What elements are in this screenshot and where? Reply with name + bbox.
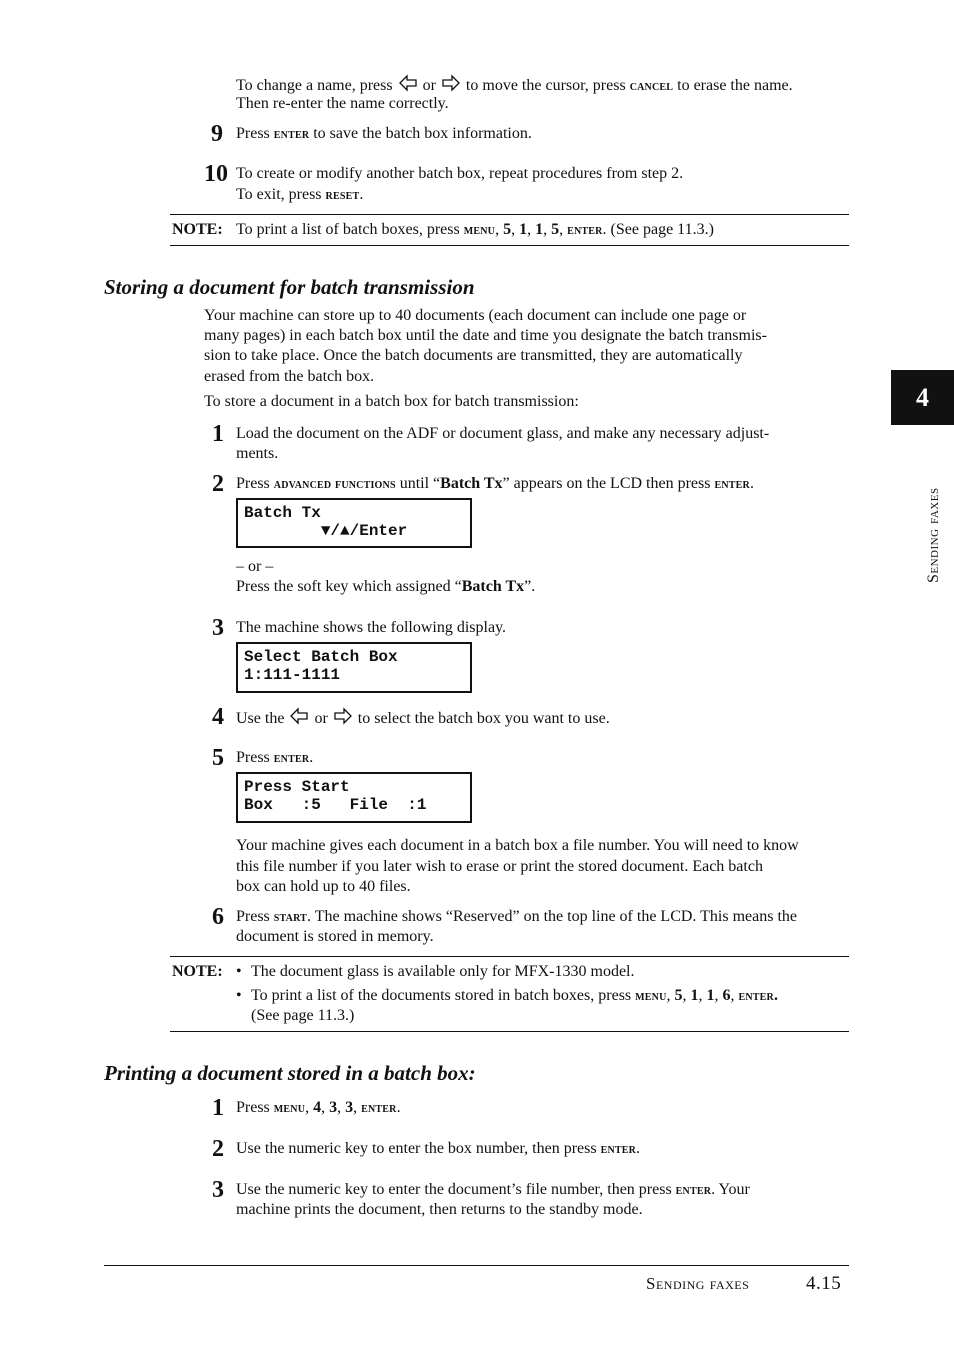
note-text: To print a list of batch boxes, press menu, 5, 1, 1, 5, enter. (See page 11.3.) — [236, 221, 714, 238]
chapter-tab: 4 — [891, 370, 954, 425]
step-number: 5 — [212, 745, 224, 771]
step-number: 3 — [212, 1177, 224, 1203]
step-number: 9 — [211, 121, 223, 147]
step-text: ments. — [236, 445, 279, 462]
footer-rule — [104, 1265, 849, 1266]
step-text: Use the or to select the batch box you want to use. — [236, 707, 610, 729]
step-text: Press advanced functions until “Batch Tx” appears on the LCD then press enter. — [236, 475, 754, 492]
paragraph-line: erased from the batch box. — [204, 368, 375, 385]
step-text: Load the document on the ADF or document glass, and make any necessary adjust- — [236, 425, 770, 442]
step-text: Use the numeric key to enter the box number, then press enter. — [236, 1140, 641, 1157]
step-number: 4 — [212, 704, 224, 730]
step-text: The machine shows the following display. — [236, 619, 507, 636]
note-text: The document glass is available only for MFX-1330 model. — [251, 963, 635, 980]
note-text: To print a list of the documents stored in batch boxes, press menu, 5, 1, 1, 6, enter. — [251, 987, 778, 1004]
lcd-line: Batch Tx — [244, 504, 321, 522]
step-text: machine prints the document, then returns to the standby mode. — [236, 1201, 643, 1218]
step-text: Press menu, 4, 3, 3, enter. — [236, 1099, 401, 1116]
divider — [170, 214, 849, 215]
note-label: NOTE: — [172, 963, 223, 980]
paragraph-line: many pages) in each batch box until the date and time you designate the batch transmis- — [204, 327, 767, 344]
step-text: Press enter to save the batch box information. — [236, 125, 532, 142]
left-arrow-key-icon — [398, 74, 418, 92]
paragraph-line: sion to take place. Once the batch documents are transmitted, they are automatically — [204, 347, 743, 364]
paragraph-line: To store a document in a batch box for batch transmission: — [204, 393, 579, 410]
lcd-line: Press Start — [244, 778, 350, 796]
step-text: document is stored in memory. — [236, 928, 434, 945]
step-number: 6 — [212, 904, 224, 930]
step-number: 2 — [212, 471, 224, 497]
page-number: 4.15 — [806, 1273, 842, 1294]
divider — [170, 245, 849, 246]
lcd-line: Select Batch Box — [244, 648, 398, 666]
section-heading: Storing a document for batch transmission — [104, 275, 475, 299]
step-number: 3 — [212, 615, 224, 641]
step-text: To create or modify another batch box, repeat procedures from step 2. — [236, 165, 684, 182]
section-heading: Printing a document stored in a batch box: — [104, 1061, 476, 1085]
right-arrow-key-icon — [441, 74, 461, 92]
lcd-display — [236, 498, 472, 548]
note-bullet: • — [236, 987, 242, 1004]
step-text: box can hold up to 40 files. — [236, 878, 411, 895]
step-number: 10 — [204, 161, 228, 187]
chapter-side-label: Sending faxes — [925, 487, 942, 583]
intro-line-2: Then re-enter the name correctly. — [236, 95, 449, 112]
lcd-line: ▼/▲/Enter — [244, 522, 408, 540]
step-number: 1 — [212, 421, 224, 447]
step-text: this file number if you later wish to erase or print the stored document. Each batch — [236, 858, 763, 875]
step-text: Press start. The machine shows “Reserved” on the top line of the LCD. This means the — [236, 908, 798, 925]
lcd-display — [236, 772, 472, 823]
right-arrow-key-icon — [333, 707, 353, 725]
note-text: (See page 11.3.) — [251, 1007, 355, 1024]
lcd-line: Box :5 File :1 — [244, 796, 427, 814]
intro-line-1: To change a name, press or to move the cursor, press cancel to erase the name. — [236, 74, 793, 97]
footer-section: Sending faxes — [646, 1274, 750, 1293]
step-number: 1 — [212, 1095, 224, 1121]
paragraph-line: Your machine can store up to 40 documents (each document can include one page or — [204, 307, 747, 324]
step-text: Use the numeric key to enter the document’s file number, then press enter. Your — [236, 1181, 750, 1198]
lcd-line: 1:111-1111 — [244, 666, 341, 684]
or-separator: – or – — [236, 558, 274, 575]
step-text: Press enter. — [236, 749, 314, 766]
step-text: Press the soft key which assigned “Batch Tx”. — [236, 578, 536, 595]
note-label: NOTE: — [172, 221, 223, 238]
note-bullet: • — [236, 963, 242, 980]
lcd-display — [236, 642, 472, 693]
step-text: To exit, press reset. — [236, 186, 364, 203]
step-text: Your machine gives each document in a batch box a file number. You will need to know — [236, 837, 799, 854]
step-number: 2 — [212, 1136, 224, 1162]
left-arrow-key-icon — [289, 707, 309, 725]
divider — [170, 1031, 849, 1032]
divider — [170, 956, 849, 957]
